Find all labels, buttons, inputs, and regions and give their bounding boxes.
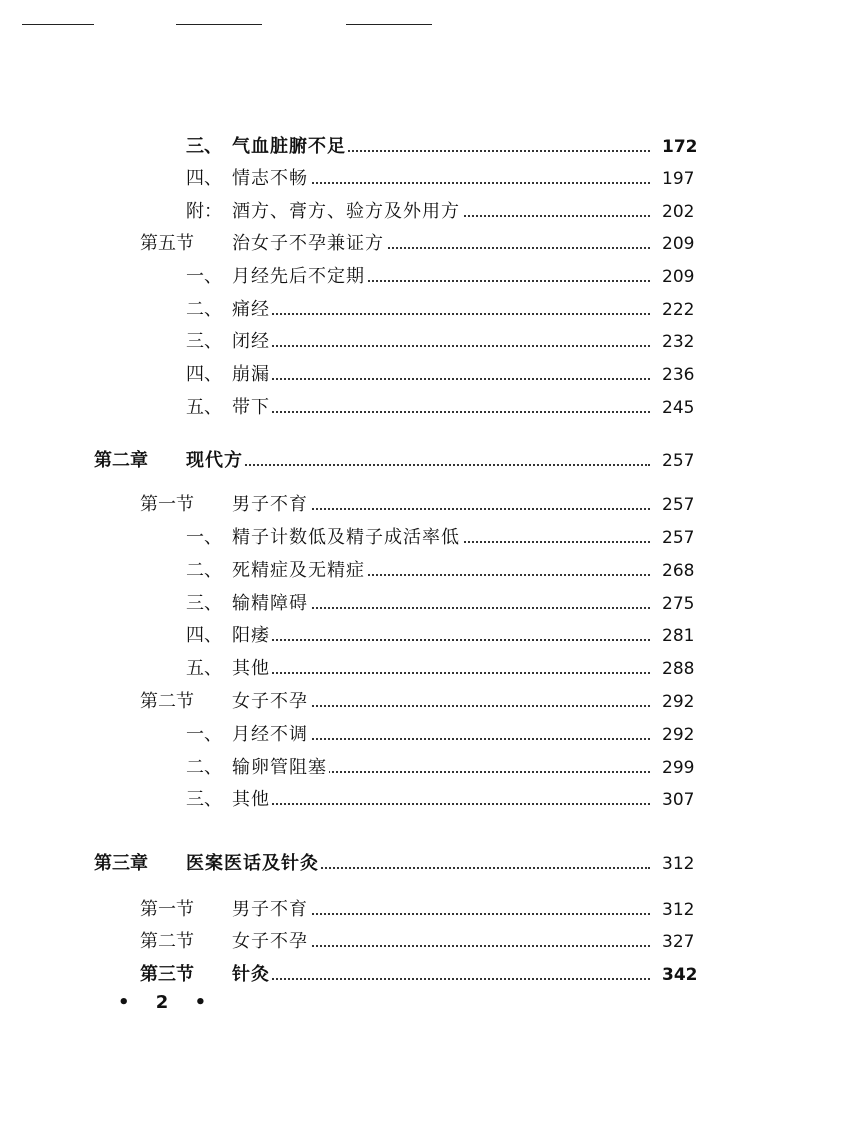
toc-entry-number: 一、 — [186, 724, 222, 745]
toc-page-number: 222 — [662, 300, 695, 320]
toc-entry-title: 痛经 — [232, 296, 272, 324]
toc-entry-title: 针灸 — [232, 961, 272, 989]
toc-page-number: 232 — [662, 332, 695, 352]
toc-dot-leader — [232, 978, 650, 980]
toc-section-row — [0, 896, 866, 924]
toc-page-number: 236 — [662, 365, 695, 385]
toc-section-row — [0, 688, 866, 716]
toc-entry-number: 第五节 — [140, 233, 194, 254]
toc-page-number: 268 — [662, 561, 695, 581]
toc-dot-leader — [232, 378, 650, 380]
toc-page-number: 288 — [662, 659, 695, 679]
toc-item-row — [0, 296, 866, 324]
toc-page-number: 172 — [662, 137, 698, 157]
toc-entry-title: 其他 — [232, 786, 272, 814]
toc-section-row — [0, 961, 866, 989]
toc-entry-title: 治女子不孕兼证方 — [232, 230, 386, 258]
toc-entry-number: 三、 — [186, 593, 222, 614]
toc-page-number: 209 — [662, 267, 695, 287]
toc-item-row — [0, 590, 866, 618]
toc-entry-number: 第二节 — [140, 931, 194, 952]
toc-entry-title: 男子不育 — [232, 896, 310, 924]
toc-entry-number: 一、 — [186, 527, 222, 548]
toc-entry-number: 三、 — [186, 331, 222, 352]
toc-page-number: 312 — [662, 900, 695, 920]
toc-page-number: 292 — [662, 725, 695, 745]
toc-item-row — [0, 786, 866, 814]
toc-item-row — [0, 165, 866, 193]
toc-page-number: 281 — [662, 626, 695, 646]
toc-dot-leader — [232, 411, 650, 413]
toc-item-row — [0, 133, 866, 161]
toc-page-number: 312 — [662, 854, 695, 874]
toc-entry-number: 四、 — [186, 364, 222, 385]
toc-dot-leader — [232, 345, 650, 347]
toc-entry-number: 第一节 — [140, 494, 194, 515]
toc-item-row — [0, 198, 866, 226]
toc-page-number: 292 — [662, 692, 695, 712]
toc-item-row — [0, 721, 866, 749]
toc-item-row — [0, 361, 866, 389]
toc-page-number: 257 — [662, 451, 695, 471]
toc-entry-title: 精子计数低及精子成活率低 — [232, 524, 462, 552]
toc-page-number: 257 — [662, 528, 695, 548]
toc-entry-title: 阳痿 — [232, 622, 272, 650]
toc-item-row — [0, 655, 866, 683]
toc-entry-number: 四、 — [186, 625, 222, 646]
toc-entry-number: 第二节 — [140, 691, 194, 712]
toc-entry-title: 输卵管阻塞 — [232, 754, 329, 782]
toc-entry-number: 二、 — [186, 560, 222, 581]
toc-page-number: 197 — [662, 169, 695, 189]
toc-page-number: 245 — [662, 398, 695, 418]
toc-dot-leader — [232, 639, 650, 641]
toc-dot-leader — [232, 313, 650, 315]
toc-item-row — [0, 524, 866, 552]
toc-entry-title: 月经先后不定期 — [232, 263, 367, 291]
toc-page-number: 202 — [662, 202, 695, 222]
toc-entry-number: 一、 — [186, 266, 222, 287]
toc-entry-title: 女子不孕 — [232, 688, 310, 716]
toc-dot-leader — [232, 803, 650, 805]
toc-page-number: 327 — [662, 932, 695, 952]
toc-page-number: 275 — [662, 594, 695, 614]
toc-chapter-row — [0, 447, 866, 475]
toc-item-row — [0, 754, 866, 782]
toc-item-row — [0, 394, 866, 422]
toc-dot-leader — [186, 464, 650, 466]
toc-dot-leader — [232, 672, 650, 674]
toc-entry-title: 气血脏腑不足 — [232, 133, 348, 161]
toc-entry-number: 第三章 — [94, 853, 148, 874]
toc-entry-number: 附： — [186, 201, 222, 222]
toc-entry-number: 二、 — [186, 757, 222, 778]
toc-entry-number: 第二章 — [94, 450, 148, 471]
toc-entry-number: 五、 — [186, 397, 222, 418]
toc-entry-number: 第一节 — [140, 899, 194, 920]
toc-entry-title: 月经不调 — [232, 721, 310, 749]
toc-entry-title: 其他 — [232, 655, 272, 683]
toc-section-row — [0, 491, 866, 519]
toc-entry-title: 男子不育 — [232, 491, 310, 519]
toc-entry-title: 输精障碍 — [232, 590, 310, 618]
toc-section-row — [0, 230, 866, 258]
toc-entry-number: 三、 — [186, 789, 222, 810]
toc-page-number: 299 — [662, 758, 695, 778]
toc-entry-title: 酒方、膏方、验方及外用方 — [232, 198, 462, 226]
toc-entry-number: 五、 — [186, 658, 222, 679]
toc-item-row — [0, 263, 866, 291]
toc-entry-title: 情志不畅 — [232, 165, 310, 193]
toc-entry-number: 二、 — [186, 299, 222, 320]
toc-entry-title: 带下 — [232, 394, 272, 422]
toc-chapter-row — [0, 850, 866, 878]
toc-entry-number: 三、 — [186, 136, 222, 157]
toc-entry-title: 死精症及无精症 — [232, 557, 367, 585]
toc-entry-title: 现代方 — [186, 447, 245, 475]
toc-entry-title: 医案医话及针灸 — [186, 850, 321, 878]
toc-entry-title: 女子不孕 — [232, 928, 310, 956]
page-number: • 2 • — [118, 992, 217, 1013]
toc-page-number: 307 — [662, 790, 695, 810]
toc-page-number: 209 — [662, 234, 695, 254]
toc-entry-number: 第三节 — [140, 964, 194, 985]
toc-item-row — [0, 557, 866, 585]
toc-item-row — [0, 328, 866, 356]
toc-entry-title: 闭经 — [232, 328, 272, 356]
toc-item-row — [0, 622, 866, 650]
toc-page-number: 257 — [662, 495, 695, 515]
toc-entry-number: 四、 — [186, 168, 222, 189]
toc-entry-title: 崩漏 — [232, 361, 272, 389]
toc-section-row — [0, 928, 866, 956]
toc-page-number: 342 — [662, 965, 698, 985]
